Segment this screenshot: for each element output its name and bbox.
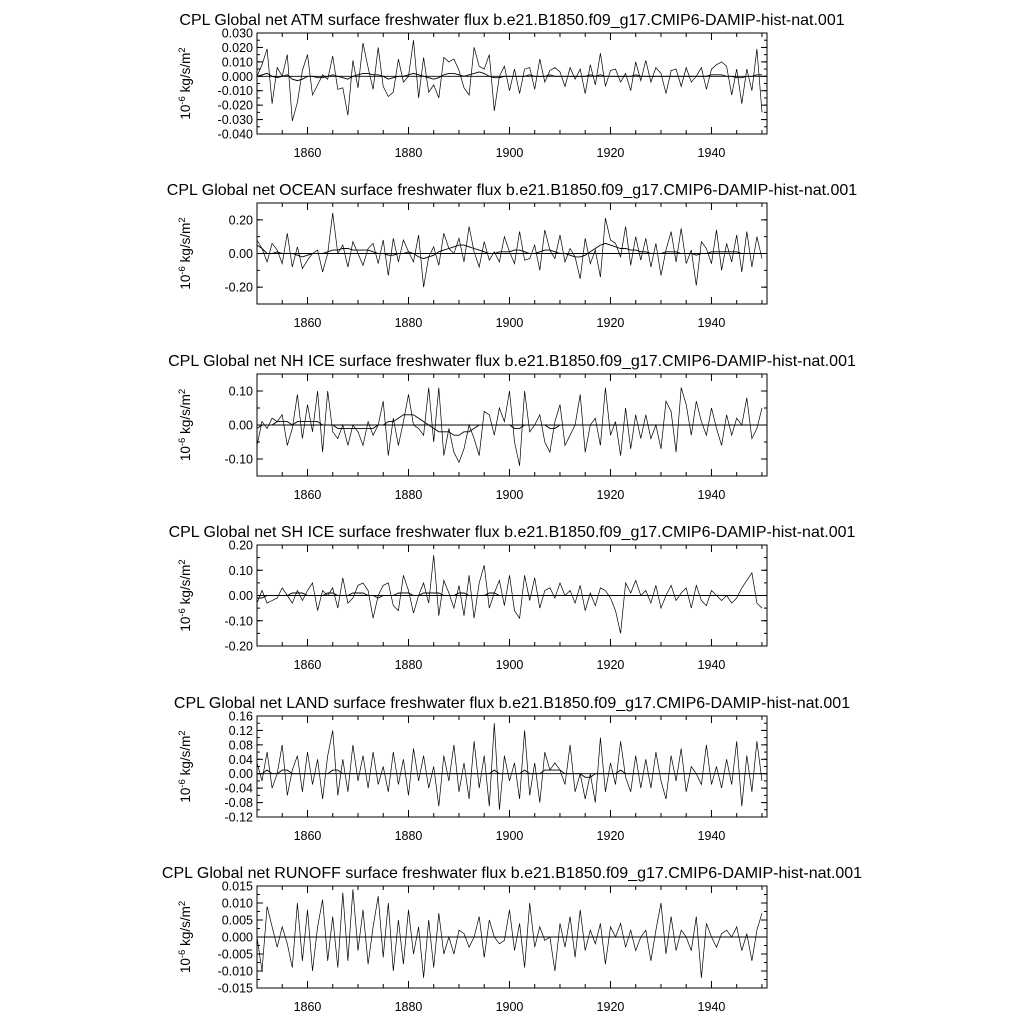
- y-axis-label-unit: kg/s/m: [178, 394, 193, 438]
- y-tick-label: -0.20: [224, 639, 253, 654]
- series-line: [257, 388, 762, 466]
- y-tick-label: 0.015: [221, 879, 253, 894]
- y-axis-label-unit-exponent: 2: [177, 900, 188, 907]
- y-tick-label: 0.10: [228, 563, 253, 578]
- y-tick-label: -0.04: [224, 781, 253, 796]
- x-tick-label: 1860: [293, 658, 322, 672]
- y-axis-label: [177, 901, 193, 973]
- y-axis-label-base: 10: [178, 446, 193, 462]
- y-tick-label: -0.040: [217, 127, 253, 142]
- y-tick-label: -0.10: [224, 452, 253, 467]
- y-axis-label: [177, 559, 193, 631]
- y-axis-label-exponent: -6: [177, 437, 188, 447]
- x-tick-label: 1860: [293, 829, 322, 843]
- chart-panel: [177, 12, 845, 160]
- y-axis-label-unit-exponent: 2: [177, 217, 188, 223]
- chart-title: CPL Global net RUNOFF surface freshwater flux b.e21.B1850.f09_g17.CMIP6-DAMIP-hist-nat.001: [161, 865, 863, 882]
- x-tick-label: 1900: [495, 658, 524, 672]
- x-tick-label: 1880: [394, 488, 423, 502]
- y-axis-label-exponent: -6: [177, 949, 188, 959]
- y-tick-label: 0.000: [221, 69, 253, 84]
- x-tick-label: 1860: [293, 146, 322, 160]
- y-tick-label: -0.010: [217, 964, 253, 979]
- series-line: [257, 723, 762, 810]
- x-tick-label: 1940: [697, 1000, 726, 1014]
- x-tick-label: 1880: [394, 658, 423, 672]
- x-tick-label: 1940: [697, 316, 726, 330]
- series-line: [257, 889, 762, 977]
- x-tick-label: 1920: [596, 316, 625, 330]
- y-tick-label: 0.00: [228, 247, 253, 261]
- y-tick-label: -0.030: [217, 113, 253, 128]
- y-tick-label: 0.16: [228, 709, 253, 724]
- x-tick-label: 1900: [495, 316, 524, 330]
- y-axis-label: [177, 47, 193, 119]
- chart-panel: [174, 695, 850, 843]
- x-tick-label: 1900: [495, 1000, 524, 1014]
- y-tick-label: -0.12: [224, 810, 253, 825]
- y-axis-label: [177, 217, 193, 289]
- y-axis-label-unit-exponent: 2: [177, 559, 188, 565]
- y-axis-label-unit-exponent: 2: [177, 730, 188, 736]
- plot-frame: [257, 33, 767, 134]
- chart-panel: [162, 865, 862, 1014]
- y-axis-label: [177, 730, 193, 802]
- y-tick-label: 0.010: [221, 55, 253, 70]
- x-tick-label: 1880: [394, 316, 423, 330]
- x-tick-label: 1860: [293, 488, 322, 502]
- chart-title: CPL Global net SH ICE surface freshwater flux b.e21.B1850.f09_g17.CMIP6-DAMIP-hist-nat.001: [168, 524, 856, 541]
- y-axis-label-unit-exponent: 2: [177, 388, 188, 395]
- y-tick-label: -0.010: [217, 84, 253, 99]
- y-tick-label: 0.10: [228, 384, 253, 399]
- y-tick-label: 0.04: [228, 752, 253, 767]
- y-tick-label: -0.10: [224, 614, 253, 629]
- chart-panel: [169, 524, 856, 672]
- y-axis-label-exponent: -6: [177, 266, 188, 275]
- y-tick-label: 0.12: [228, 723, 253, 738]
- x-tick-label: 1940: [697, 146, 726, 160]
- y-axis-label: [177, 389, 193, 461]
- y-axis-label-base: 10: [178, 274, 193, 290]
- y-axis-label-exponent: -6: [177, 608, 188, 617]
- y-tick-label: 0.20: [228, 213, 253, 228]
- chart-panel: [168, 353, 856, 502]
- y-tick-label: 0.00: [228, 589, 253, 603]
- x-tick-label: 1920: [596, 488, 625, 502]
- y-axis-label-base: 10: [178, 616, 193, 632]
- y-tick-label: 0.005: [221, 913, 253, 928]
- chart-title: CPL Global net ATM surface freshwater flux b.e21.B1850.f09_g17.CMIP6-DAMIP-hist-nat.001: [179, 12, 845, 29]
- y-axis-label-unit: kg/s/m: [178, 906, 193, 950]
- y-tick-label: 0.020: [221, 40, 253, 55]
- y-tick-label: 0.010: [221, 896, 253, 911]
- y-axis-label-exponent: -6: [177, 96, 188, 105]
- x-tick-label: 1900: [495, 146, 524, 160]
- y-axis-label-unit: kg/s/m: [178, 52, 193, 97]
- y-tick-label: 0.08: [228, 738, 253, 753]
- y-tick-label: -0.005: [217, 947, 253, 962]
- x-tick-label: 1920: [596, 1000, 625, 1014]
- x-tick-label: 1880: [394, 146, 423, 160]
- series-line: [257, 555, 762, 633]
- y-axis-label-base: 10: [178, 958, 193, 974]
- y-axis-label-unit: kg/s/m: [178, 735, 193, 780]
- y-axis-label-base: 10: [178, 104, 193, 120]
- x-tick-label: 1940: [697, 658, 726, 672]
- x-tick-label: 1920: [596, 829, 625, 843]
- chart-panel: [167, 182, 858, 330]
- y-tick-label: 0.030: [221, 26, 253, 41]
- y-tick-label: 0.20: [228, 538, 253, 553]
- x-tick-label: 1860: [293, 316, 322, 330]
- x-tick-label: 1940: [697, 488, 726, 502]
- series-line: [257, 40, 762, 121]
- y-axis-label-unit-exponent: 2: [177, 47, 188, 53]
- chart-title: CPL Global net LAND surface freshwater flux b.e21.B1850.f09_g17.CMIP6-DAMIP-hist-nat.001: [173, 695, 851, 712]
- y-axis-label-unit: kg/s/m: [178, 564, 193, 609]
- plot-frame: [257, 716, 767, 817]
- x-tick-label: 1900: [495, 829, 524, 843]
- y-tick-label: 0.00: [228, 418, 253, 433]
- x-tick-label: 1880: [394, 829, 423, 843]
- y-tick-label: -0.08: [224, 796, 253, 811]
- y-tick-label: -0.015: [217, 981, 253, 996]
- y-axis-label-base: 10: [178, 787, 193, 803]
- x-tick-label: 1860: [293, 1000, 322, 1014]
- x-tick-label: 1920: [596, 146, 625, 160]
- x-tick-label: 1940: [697, 829, 726, 843]
- x-tick-label: 1880: [394, 1000, 423, 1014]
- y-axis-label-exponent: -6: [177, 779, 188, 788]
- chart-title: CPL Global net OCEAN surface freshwater flux b.e21.B1850.f09_g17.CMIP6-DAMIP-hist-nat.001: [166, 182, 858, 199]
- y-tick-label: 0.00: [228, 767, 253, 782]
- y-axis-label-unit: kg/s/m: [178, 222, 193, 267]
- chart-title: CPL Global net NH ICE surface freshwater flux b.e21.B1850.f09_g17.CMIP6-DAMIP-hist-nat.001: [168, 353, 856, 370]
- x-tick-label: 1900: [495, 488, 524, 502]
- y-tick-label: 0.000: [221, 930, 253, 945]
- x-tick-label: 1920: [596, 658, 625, 672]
- y-tick-label: -0.020: [217, 98, 253, 113]
- y-tick-label: -0.20: [224, 280, 253, 295]
